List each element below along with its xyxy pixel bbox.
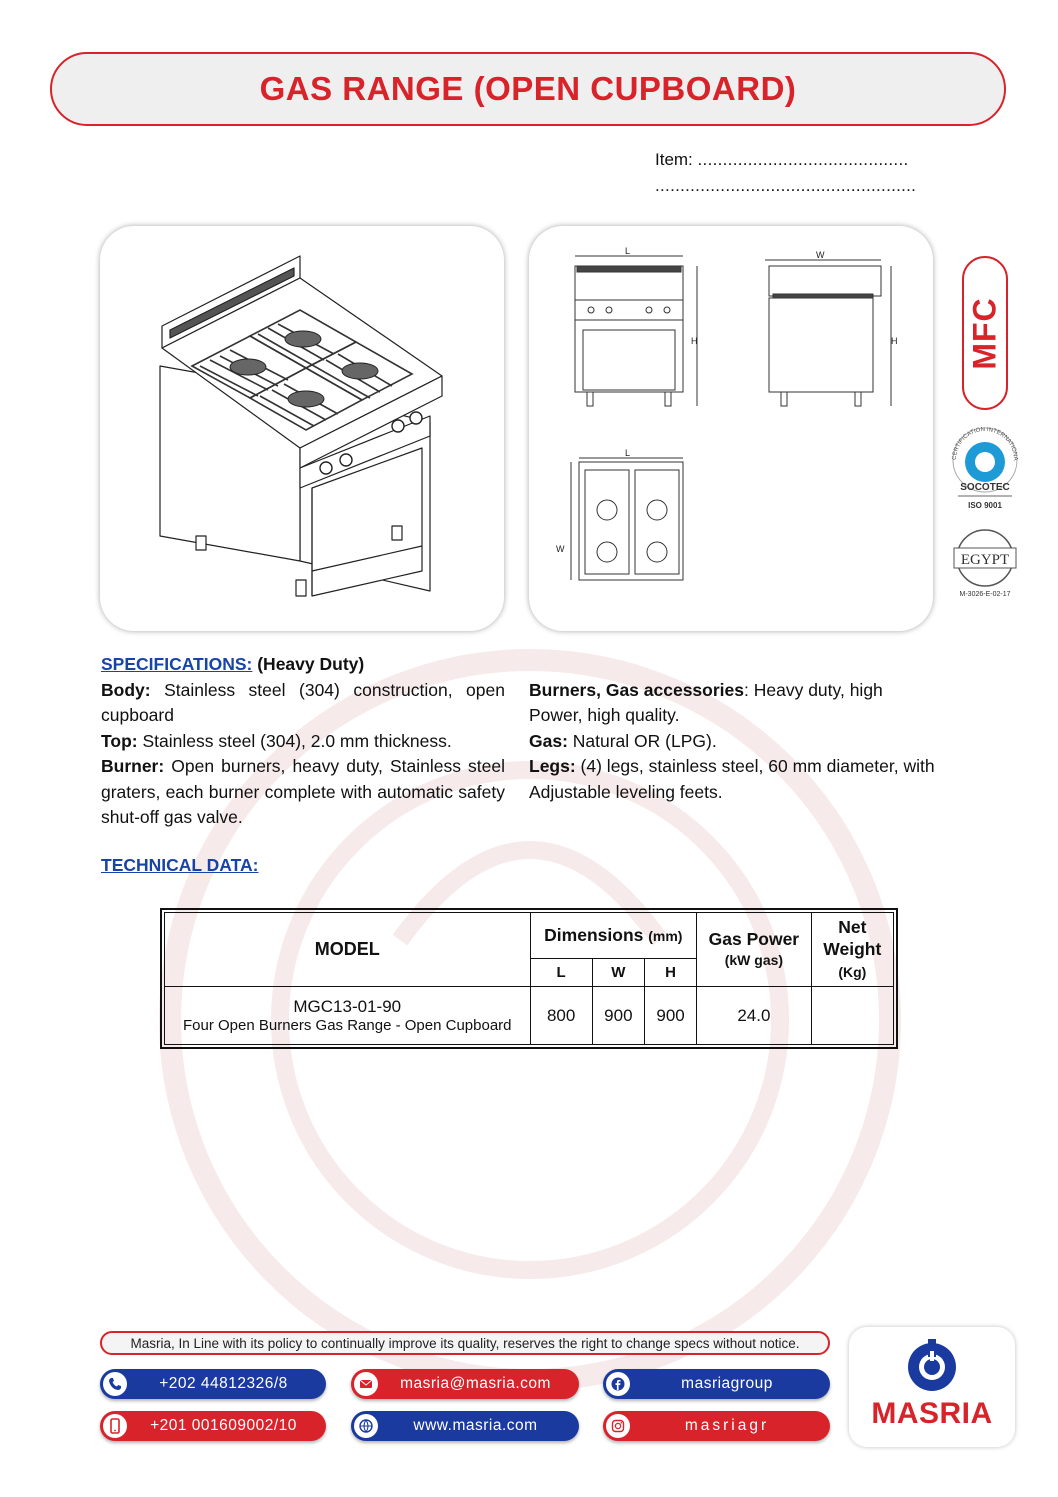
phone-2: +201 001609002/10 <box>150 1417 297 1434</box>
egypt-code: M-3026-E-02-17 <box>959 591 1011 598</box>
item-field-line-2 <box>655 176 916 196</box>
spec-accessories-label: Burners, Gas accessories <box>529 679 744 700</box>
mobile-icon <box>103 1414 127 1438</box>
cell-l: 800 <box>530 987 592 1045</box>
col-dimensions-unit: (mm) <box>648 928 683 944</box>
socotec-ring-text: CERTIFICATION INTERNATIONA <box>951 426 1019 461</box>
spec-gas <box>529 729 939 755</box>
cell-model <box>165 987 531 1045</box>
col-h: H <box>644 959 696 987</box>
facebook-pill[interactable] <box>603 1369 830 1399</box>
spec-accessories <box>529 678 939 729</box>
label-width-top: W <box>556 544 565 554</box>
gas-range-illustration <box>100 226 504 631</box>
mfc-badge <box>962 256 1008 410</box>
col-net-unit: (Kg) <box>838 964 867 980</box>
cell-w: 900 <box>592 987 644 1045</box>
egypt-badge <box>946 528 1024 600</box>
web-pill[interactable] <box>351 1411 579 1441</box>
col-net-weight <box>811 913 893 987</box>
label-length-top: L <box>625 448 631 458</box>
technical-drawing-card <box>529 226 933 631</box>
specifications-heading: SPECIFICATIONS: <box>101 654 253 674</box>
email: masria@masria.com <box>400 1375 551 1392</box>
technical-table <box>164 912 894 1045</box>
spec-legs-label: Legs: <box>529 756 576 776</box>
label-width-side: W <box>816 250 825 260</box>
col-dimensions-label: Dimensions <box>544 925 644 945</box>
label-height-front: H <box>691 336 698 346</box>
cell-h: 900 <box>644 987 696 1045</box>
spec-gas-label: Gas: <box>529 730 568 751</box>
phone-icon <box>103 1372 127 1396</box>
spec-legs-text: (4) legs, stainless steel, 60 mm diameter, with Adjustable leveling feets. <box>529 756 935 802</box>
specifications-heading-line <box>101 652 505 678</box>
instagram-pill[interactable] <box>603 1411 830 1441</box>
spec-accessories-text: : Heavy duty, high Power, high quality. <box>529 679 883 725</box>
facebook-icon <box>606 1372 630 1396</box>
col-gas-label: Gas Power <box>708 929 800 949</box>
egypt-text: EGYPT <box>960 552 1010 568</box>
spec-body-label: Body: <box>101 679 151 700</box>
item-dots-2: .................................................... <box>655 176 917 195</box>
col-net-label-1: Net <box>838 917 867 937</box>
technical-drawings <box>529 226 933 631</box>
socotec-certification-badge <box>946 420 1024 516</box>
title-banner <box>50 52 1006 126</box>
technical-table-frame <box>160 908 898 1049</box>
instagram-handle: masriagr <box>684 1417 770 1434</box>
item-dots-1: .......................................... <box>697 150 909 169</box>
footer-notice: Masria, In Line with its policy to continually improve its quality, reserves the right to change specs without notice. <box>100 1331 830 1355</box>
web-icon <box>354 1414 378 1438</box>
table-row <box>165 987 894 1045</box>
model-description: Four Open Burners Gas Range - Open Cupboard <box>182 1017 512 1034</box>
facebook-handle: masriagroup <box>681 1375 773 1392</box>
technical-data-heading: TECHNICAL DATA: <box>101 855 259 875</box>
col-gas-power <box>697 913 811 987</box>
spec-legs <box>529 754 939 805</box>
spec-burner-text: Open burners, heavy duty, Stainless steel graters, each burner complete with automatic safety shut-off gas valve. <box>101 756 505 827</box>
label-height-side: H <box>891 336 898 346</box>
spec-body <box>101 678 505 729</box>
spec-top-text: Stainless steel (304), 2.0 mm thickness. <box>137 730 452 751</box>
page-title: GAS RANGE (OPEN CUPBOARD) <box>259 70 797 107</box>
spec-gas-text: Natural OR (LPG). <box>567 730 717 751</box>
product-image-card <box>100 226 504 631</box>
masria-logo-icon <box>904 1337 960 1393</box>
specifications-heading-note: (Heavy Duty) <box>257 654 365 674</box>
col-w: W <box>592 959 644 987</box>
col-l: L <box>530 959 592 987</box>
col-model: MODEL <box>165 913 531 987</box>
col-gas-unit: (kW gas) <box>724 952 784 968</box>
cell-gas: 24.0 <box>697 987 811 1045</box>
socotec-text: SOCOTEC <box>960 482 1010 493</box>
spec-body-text: Stainless steel (304) construction, open cupboard <box>101 679 505 725</box>
label-length-front: L <box>625 246 631 256</box>
spec-top <box>101 729 505 755</box>
instagram-icon <box>606 1414 630 1438</box>
specifications-right <box>529 678 939 806</box>
email-icon <box>354 1372 378 1396</box>
phone-pill[interactable] <box>100 1369 326 1399</box>
website: www.masria.com <box>413 1417 538 1434</box>
cell-weight <box>811 987 893 1045</box>
email-pill[interactable] <box>351 1369 579 1399</box>
masria-wordmark: MASRIA <box>871 1397 993 1430</box>
phone-1: +202 44812326/8 <box>159 1375 288 1392</box>
specifications-left <box>101 652 505 831</box>
model-code: MGC13-01-90 <box>293 997 402 1016</box>
mobile-pill[interactable] <box>100 1411 326 1441</box>
item-label: Item: <box>655 150 693 169</box>
spec-burner-label: Burner: <box>101 756 165 776</box>
spec-burner <box>101 754 505 831</box>
iso-text: ISO 9001 <box>968 501 1002 510</box>
masria-logo-card <box>849 1327 1015 1447</box>
col-net-label-2: Weight <box>823 939 882 959</box>
col-dimensions <box>530 913 697 959</box>
item-field-line-1 <box>655 150 909 170</box>
spec-top-label: Top: <box>101 730 138 751</box>
mfc-label: MFC <box>966 296 1003 370</box>
